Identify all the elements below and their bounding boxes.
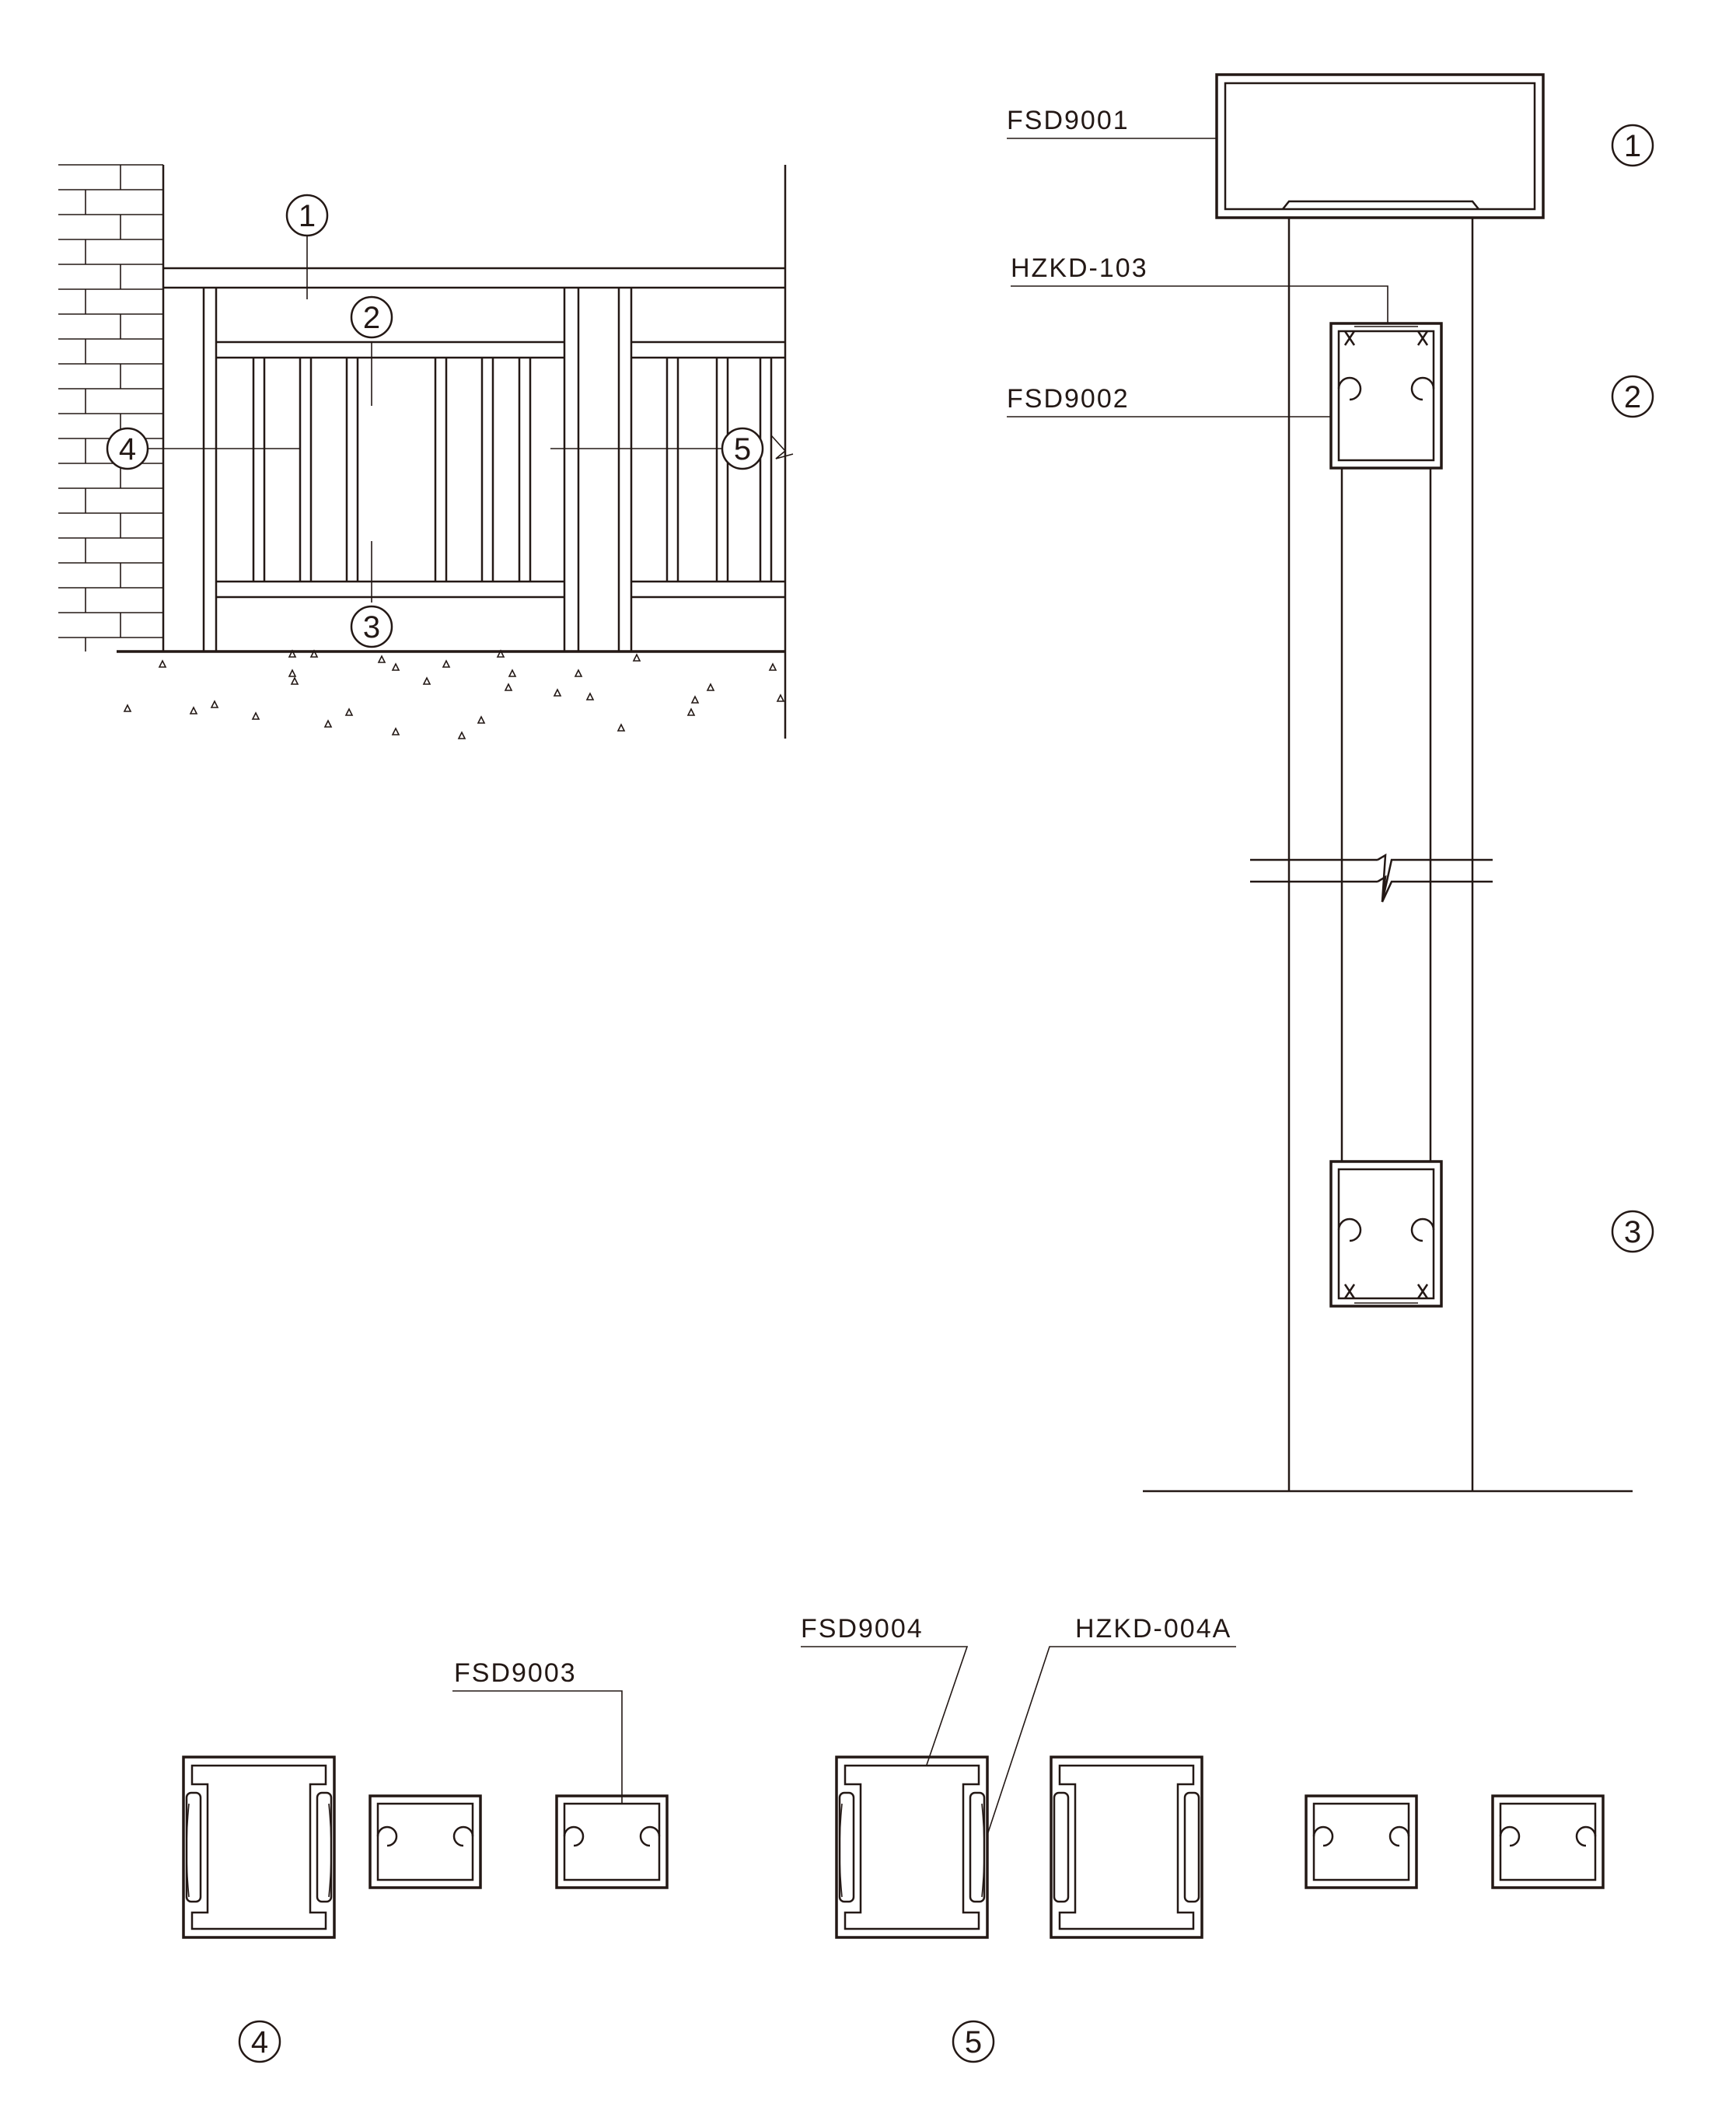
fsd9003-label: FSD9003 bbox=[454, 1658, 577, 1688]
concrete-hatch bbox=[124, 651, 784, 739]
lower-rail bbox=[216, 582, 785, 597]
profile-fsd9002-upper bbox=[1331, 323, 1441, 468]
svg-text:4: 4 bbox=[250, 2025, 269, 2059]
break-mark bbox=[771, 435, 793, 459]
post-left bbox=[204, 288, 216, 652]
hzkd103-label: HZKD-103 bbox=[1011, 253, 1148, 283]
svg-text:2: 2 bbox=[362, 301, 381, 335]
detail-4-callout bbox=[239, 2021, 280, 2062]
svg-text:5: 5 bbox=[733, 432, 752, 466]
fsd9003-leader bbox=[452, 1691, 622, 1804]
profile-fsd9003 bbox=[557, 1796, 667, 1888]
callout-4 bbox=[107, 428, 148, 469]
brick-wall bbox=[58, 165, 163, 652]
callout-5 bbox=[722, 428, 763, 469]
svg-text:3: 3 bbox=[362, 610, 381, 645]
rail-profile-4a bbox=[370, 1796, 480, 1888]
fsd9004-label: FSD9004 bbox=[801, 1614, 924, 1644]
post-middle bbox=[564, 288, 631, 652]
svg-text:3: 3 bbox=[1623, 1215, 1642, 1249]
upper-rail bbox=[216, 342, 785, 358]
post-profile-5b bbox=[1051, 1757, 1202, 1937]
section-callout-3 bbox=[1612, 1211, 1653, 1252]
profile-fsd9002-lower bbox=[1331, 1162, 1441, 1306]
fsd9004-leader bbox=[801, 1647, 967, 1765]
svg-text:5: 5 bbox=[964, 2025, 983, 2059]
detail-5-callout bbox=[953, 2021, 994, 2062]
hzkd103-leader bbox=[1011, 286, 1388, 323]
profile-fsd9001 bbox=[1217, 75, 1543, 218]
detail-5 bbox=[801, 1614, 1603, 2062]
svg-text:1: 1 bbox=[298, 199, 316, 233]
balusters bbox=[253, 358, 771, 582]
hzkd004a-label: HZKD-004A bbox=[1075, 1614, 1232, 1644]
fsd9002-label: FSD9002 bbox=[1007, 384, 1130, 414]
railing-elevation bbox=[58, 165, 793, 739]
callout-2 bbox=[351, 297, 392, 337]
post-profile-4 bbox=[183, 1757, 334, 1937]
section-callout-2 bbox=[1612, 376, 1653, 417]
detail-4 bbox=[183, 1658, 667, 2062]
rail-profile-5a bbox=[1306, 1796, 1416, 1888]
svg-text:4: 4 bbox=[118, 432, 137, 466]
profile-fsd9004 bbox=[837, 1757, 987, 1937]
svg-text:2: 2 bbox=[1623, 380, 1642, 414]
section-break bbox=[1250, 855, 1493, 902]
section-callout-1 bbox=[1612, 125, 1653, 166]
callout-3 bbox=[351, 606, 392, 647]
top-rail bbox=[163, 268, 785, 288]
svg-text:1: 1 bbox=[1623, 129, 1642, 163]
fsd9001-label: FSD9001 bbox=[1007, 106, 1130, 135]
callout-1 bbox=[287, 195, 327, 236]
rail-profile-5b bbox=[1493, 1796, 1603, 1888]
vertical-section bbox=[1007, 75, 1653, 1491]
